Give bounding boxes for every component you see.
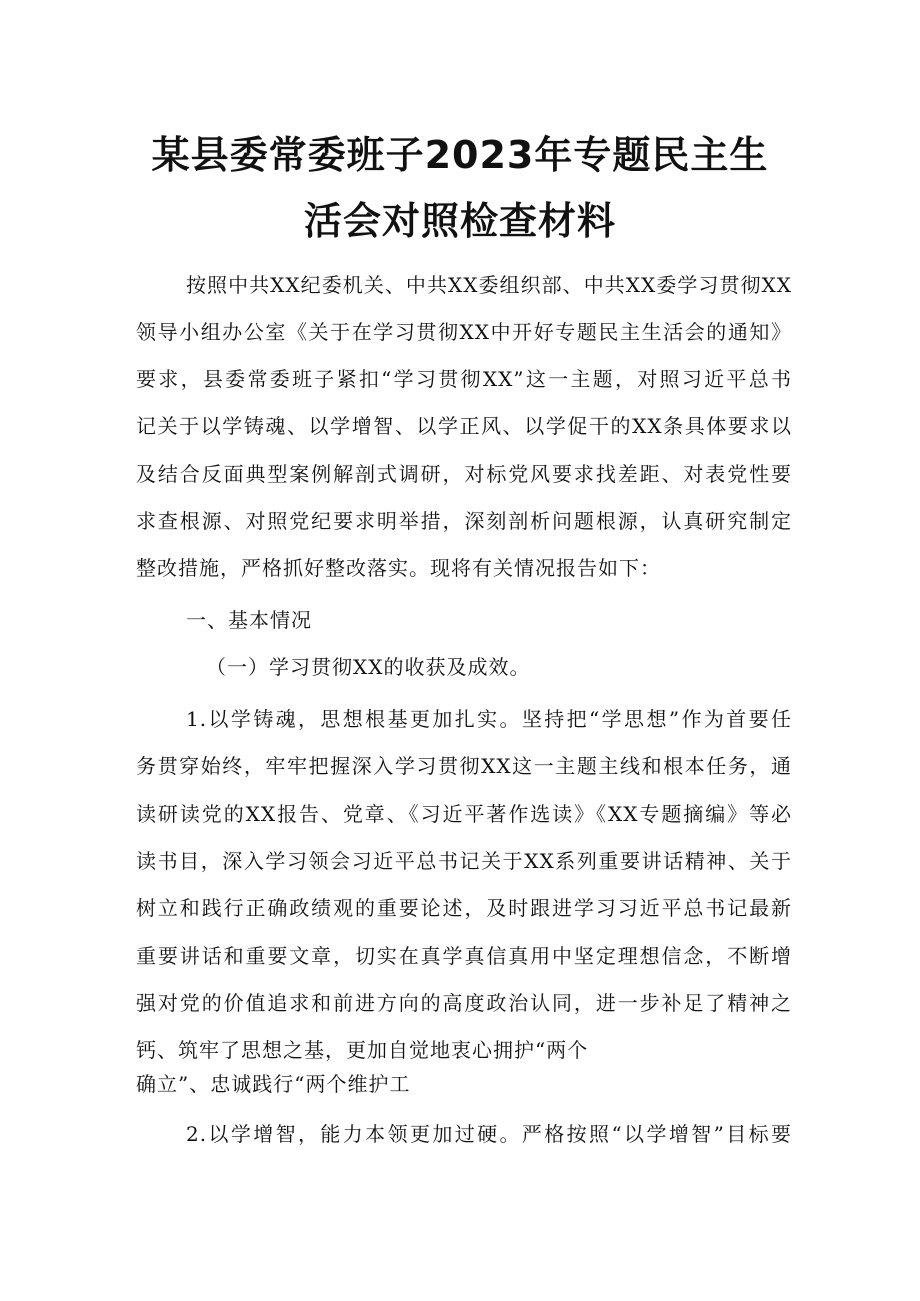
body-line: 树立和践行正确政绩观的重要论述，及时跟进学习习近平总书记最新 [136, 896, 792, 920]
body-line: 及结合反面典型案例解剖式调研，对标党风要求找差距、对表党性要 [136, 462, 792, 486]
body-line: 1.以学铸魂，思想根基更加扎实。坚持把“学思想”作为首要任 [186, 707, 792, 731]
body-line: 要求，县委常委班子紧扣“学习贯彻XX”这一主题，对照习近平总书 [136, 367, 792, 391]
document-title-line-1: 某县委常委班子2023年专题民主生 [151, 133, 769, 177]
body-line: 钙、筑牢了思想之基，更加自觉地衷心拥护“两个 [136, 1038, 589, 1062]
body-line: 读书目，深入学习领会习近平总书记关于XX系列重要讲话精神、关于 [136, 849, 792, 873]
body-line: 领导小组办公室《关于在学习贯彻XX中开好专题民主生活会的通知》 [136, 320, 792, 344]
subsection-heading: （一）学习贯彻XX的收获及成效。 [206, 655, 531, 679]
body-line: 确立”、忠诚践行“两个维护工 [136, 1072, 411, 1096]
document-title-line-2: 活会对照检查材料 [303, 199, 616, 243]
body-line: 整改措施，严格抓好整改落实。现将有关情况报告如下： [136, 556, 661, 580]
body-line: 读研读党的XX报告、党章、《习近平著作选读》《XX专题摘编》等必 [136, 802, 792, 826]
body-line: 记关于以学铸魂、以学增智、以学正风、以学促干的XX条具体要求以 [136, 414, 792, 438]
section-heading: 一、基本情况 [186, 608, 312, 632]
body-line: 按照中共XX纪委机关、中共XX委组织部、中共XX委学习贯彻XX [186, 273, 792, 297]
body-line: 2.以学增智，能力本领更加过硬。严格按照“以学增智”目标要 [186, 1122, 792, 1146]
body-line: 重要讲话和重要文章，切实在真学真信真用中坚定理想信念，不断增 [136, 944, 792, 968]
body-line: 求查根源、对照党纪要求明举措，深刻剖析问题根源，认真研究制定 [136, 509, 792, 533]
body-line: 强对党的价值追求和前进方向的高度政治认同，进一步补足了精神之 [136, 991, 792, 1015]
body-line: 务贯穿始终，牢牢把握深入学习贯彻XX这一主题主线和根本任务，通 [136, 754, 792, 778]
